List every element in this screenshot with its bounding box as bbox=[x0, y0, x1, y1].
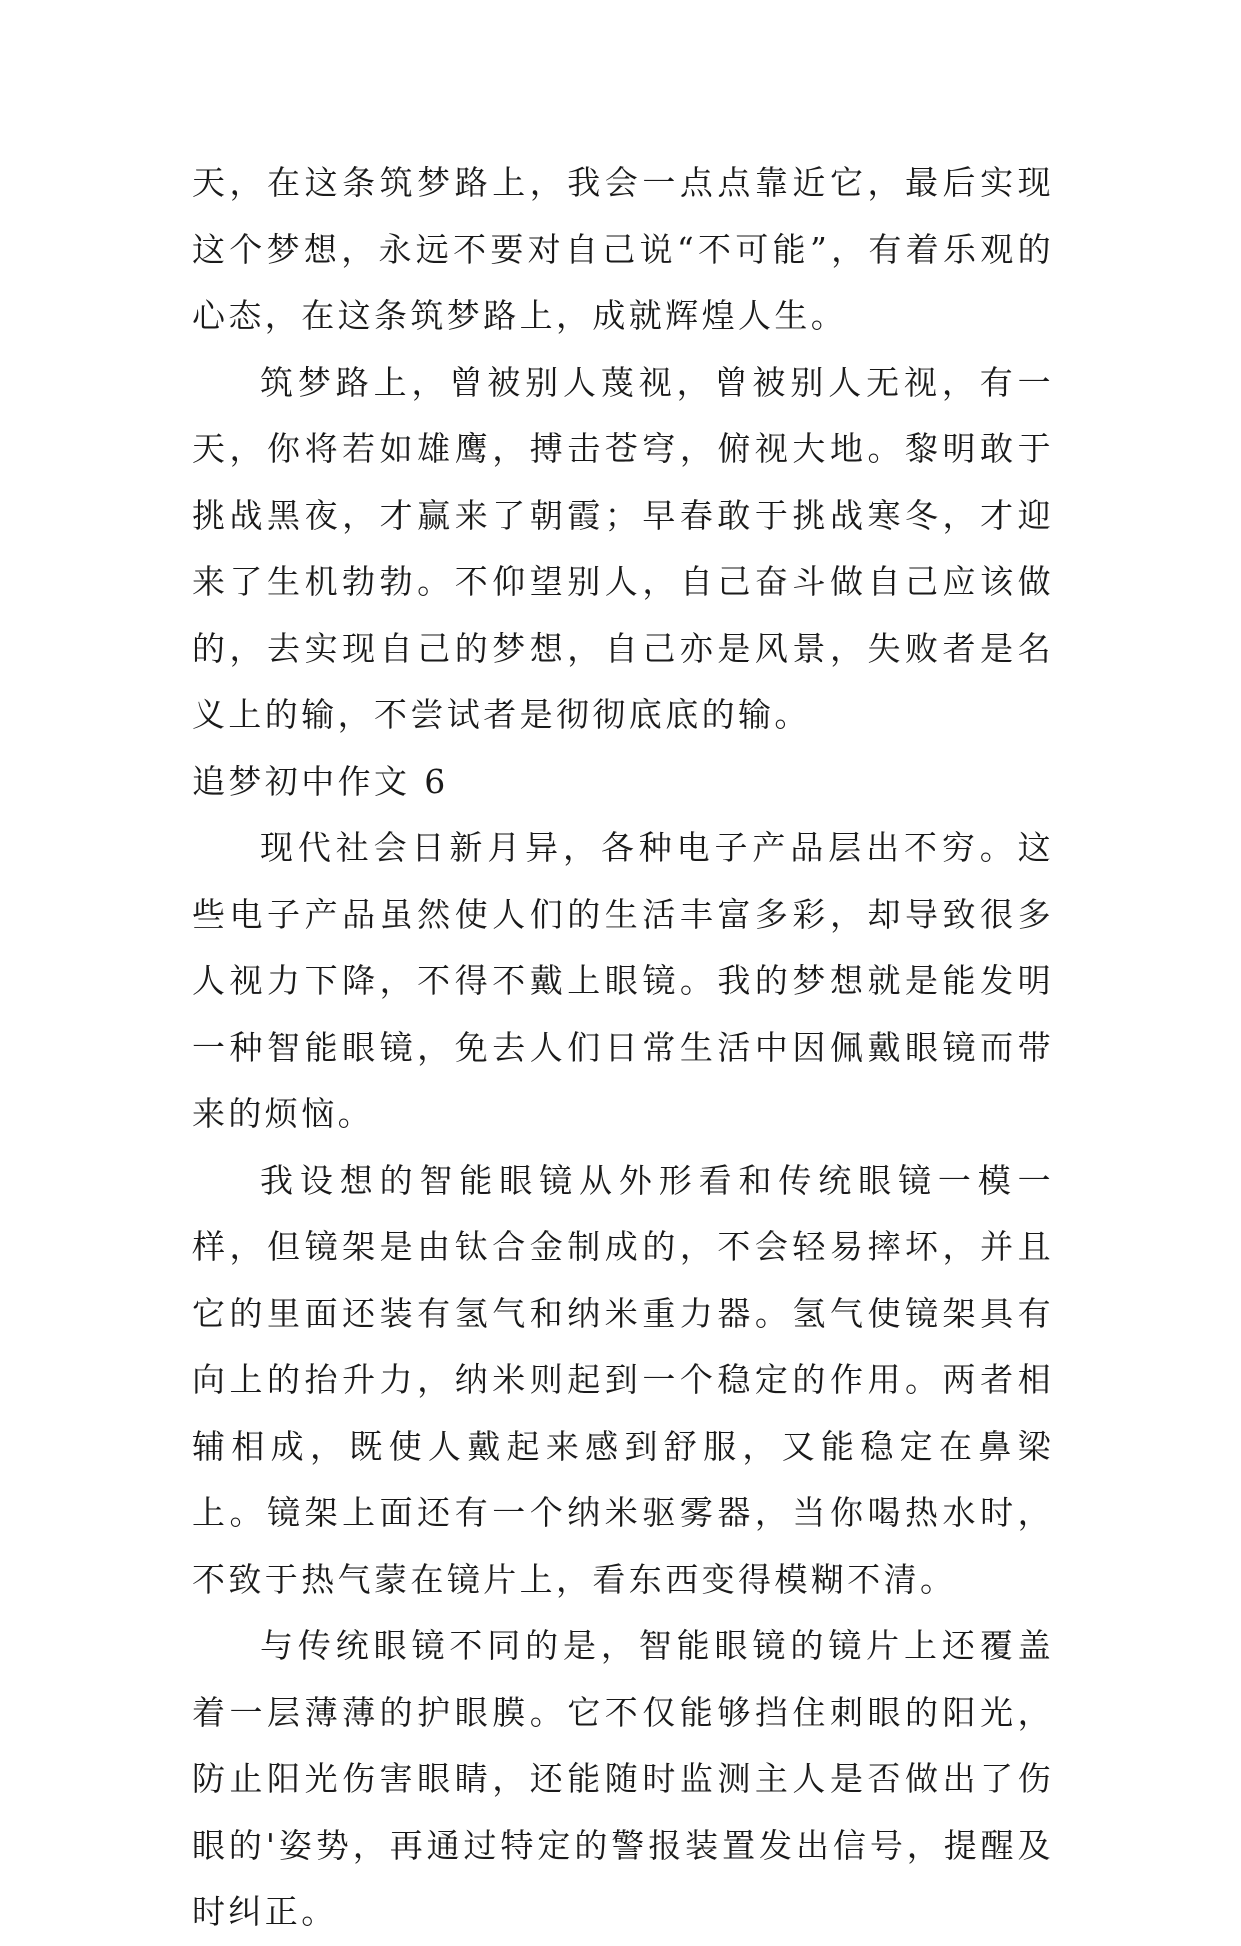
document-body bbox=[192, 150, 1054, 1946]
paragraph-modern-society: 现代社会日新月异，各种电子产品层出不穷。这些电子产品虽然使人们的生活丰富多彩，却导致很多人视力下降，不得不戴上眼镜。我的梦想就是能发明一种智能眼镜，免去人们日常生活中因佩戴眼镜而带来的烦恼。 bbox=[192, 828, 1054, 1133]
paragraph-continued: 天，在这条筑梦路上，我会一点点靠近它，最后实现这个梦想，永远不要对自己说“不可能”，有着乐观的心态，在这条筑梦路上，成就辉煌人生。 bbox=[192, 163, 1054, 335]
essay-heading: 追梦初中作文 6 bbox=[192, 761, 449, 801]
paragraph-smart-glasses-design: 我设想的智能眼镜从外形看和传统眼镜一模一样，但镜架是由钛合金制成的，不会轻易摔坏，并且它的里面还装有氢气和纳米重力器。氢气使镜架具有向上的抬升力，纳米则起到一个稳定的作用。两者相辅相成，既使人戴起来感到舒服，又能稳定在鼻梁上。镜架上面还有一个纳米驱雾器，当你喝热水时，不致于热气蒙在镜片上，看东西变得模糊不清。 bbox=[192, 1160, 1054, 1599]
paragraph-eye-protection-film: 与传统眼镜不同的是，智能眼镜的镜片上还覆盖着一层薄薄的护眼膜。它不仅能够挡住刺眼的阳光，防止阳光伤害眼睛，还能随时监测主人是否做出了伤眼的'姿势，再通过特定的警报装置发出信号，提醒及时纠正。 bbox=[192, 1626, 1054, 1931]
paragraph-dream-road: 筑梦路上，曾被别人蔑视，曾被别人无视，有一天，你将若如雄鹰，搏击苍穹，俯视大地。黎明敢于挑战黑夜，才赢来了朝霞；早春敢于挑战寒冬，才迎来了生机勃勃。不仰望别人，自己奋斗做自己应该做的，去实现自己的梦想，自己亦是风景，失败者是名义上的输，不尝试者是彻彻底底的输。 bbox=[192, 362, 1054, 734]
